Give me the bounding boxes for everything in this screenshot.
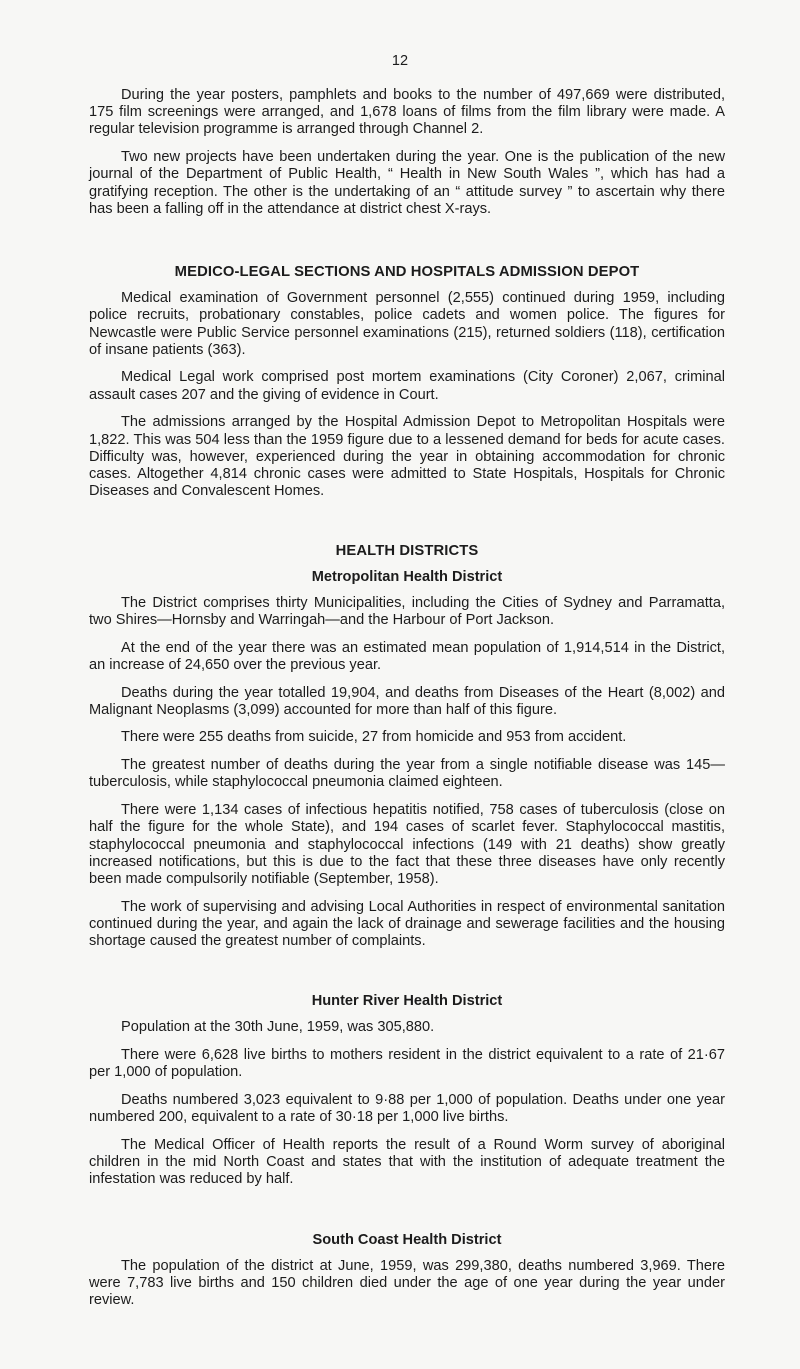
document-body [89,87,725,1320]
medico-legal-paragraph-1: Medical examination of Government personnel (2,555) continued during 1959, including police recruits, probationary constables, police cadets and women police. The figures for Newcastle were Public Service personnel examinations (215), returned soldiers (118), certification of insane patients (363). [89,290,725,358]
intro-paragraph-1: During the year posters, pamphlets and books to the number of 497,669 were distributed, 175 film screenings were arranged, and 1,678 loans of films from the film library were made. A regular television programme is arranged through Channel 2. [89,87,725,138]
metropolitan-heading: Metropolitan Health District [311,568,503,585]
health-districts-heading: HEALTH DISTRICTS [335,543,479,560]
metropolitan-paragraph-4: There were 255 deaths from suicide, 27 from homicide and 953 from accident. [121,729,627,746]
hunter-river-paragraph-2: There were 6,628 live births to mothers resident in the district equivalent to a rate of 21·67 per 1,000 of population. [89,1047,725,1081]
hunter-river-paragraph-4: The Medical Officer of Health reports the result of a Round Worm survey of aboriginal children in the mid North Coast and states that with the institution of adequate treatment the infestation was reduced by half. [89,1136,725,1188]
metropolitan-paragraph-3: Deaths during the year totalled 19,904, and deaths from Diseases of the Heart (8,002) and Malignant Neoplasms (3,099) accounted for more than half of this figure. [89,684,725,718]
south-coast-paragraph-1: The population of the district at June, 1959, was 299,380, deaths numbered 3,969. There were 7,783 live births and 150 children died under the age of one year during the year under review. [89,1257,725,1309]
hunter-river-paragraph-1: Population at the 30th June, 1959, was 305,880. [121,1019,435,1036]
metropolitan-paragraph-7: The work of supervising and advising Local Authorities in respect of environmental sanitation continued during the year, and again the lack of drainage and sewerage facilities and the housing shortage caused the greatest number of complaints. [89,898,725,950]
medico-legal-paragraph-3: The admissions arranged by the Hospital Admission Depot to Metropolitan Hospitals were 1,822. This was 504 less than the 1959 figure due to a lessened demand for beds for acute cases. Difficulty was, however, experienced during the year in obtaining accommodation for chronic cases. Altogether 4,814 chronic cases were admitted to State Hospitals, Hospitals for Chronic Diseases and Convalescent Homes. [89,414,725,500]
south-coast-heading: South Coast Health District [312,1231,502,1248]
hunter-river-paragraph-3: Deaths numbered 3,023 equivalent to 9·88 per 1,000 of population. Deaths under one year numbered 200, equivalent to a rate of 30·18 per 1,000 live births. [89,1092,725,1126]
metropolitan-paragraph-2: At the end of the year there was an estimated mean population of 1,914,514 in the District, an increase of 24,650 over the previous year. [89,639,725,673]
metropolitan-paragraph-5: The greatest number of deaths during the year from a single notifiable disease was 145— tuberculosis, while staphylococcal pneumonia claimed eighteen. [89,757,725,791]
medico-legal-paragraph-2: Medical Legal work comprised post mortem examinations (City Coroner) 2,067, criminal assault cases 207 and the giving of evidence in Court. [89,369,725,403]
metropolitan-paragraph-1: The District comprises thirty Municipalities, including the Cities of Sydney and Parramatta, two Shires—Hornsby and Warringah—and the Harbour of Port Jackson. [89,594,725,628]
metropolitan-paragraph-6: There were 1,134 cases of infectious hepatitis notified, 758 cases of tuberculosis (close on half the figure for the whole State), and 194 cases of scarlet fever. Staphylococcal mastitis, staphylococcal pneumonia and staphylococcal infections (149 with 21 deaths) show greatly increased notifications, but this is due to the fact that these three diseases have only recently been made compulsorily notifiable (September, 1958). [89,802,725,887]
intro-paragraph-2: Two new projects have been undertaken during the year. One is the publication of the new journal of the Department of Public Health, “ Health in New South Wales ”, which has had a gratifying reception. The other is the undertaking of an “ attitude survey ” to ascertain why there has been a falling off in the attendance at district chest X-rays. [89,149,725,217]
page-number: 12 [391,53,409,69]
hunter-river-heading: Hunter River Health District [311,993,503,1010]
medico-legal-heading: MEDICO-LEGAL SECTIONS AND HOSPITALS ADMISSION DEPOT [174,263,640,280]
